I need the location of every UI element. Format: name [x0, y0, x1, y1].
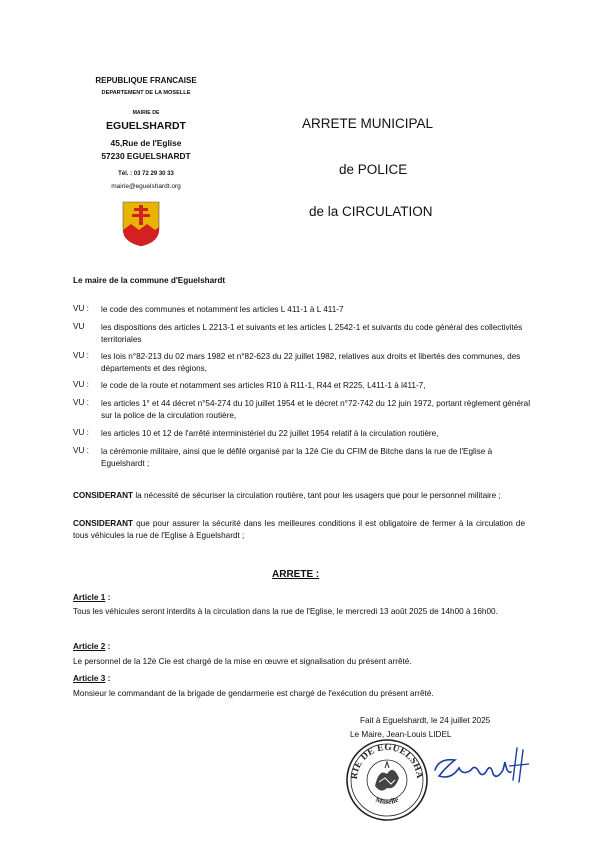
title-de-police: de POLICE: [339, 162, 408, 177]
considerant-paragraph: [73, 518, 525, 541]
article-text: Le personnel de la 12è Cie est chargé de la mise en œuvre et signalisation du présent arrêté.: [73, 657, 412, 666]
mairie-email: mairie@eguelshardt.org: [111, 183, 181, 190]
vu-label: VU :: [73, 304, 89, 313]
article-heading-label: Article 2: [73, 642, 106, 651]
vu-text: la cérémonie militaire, ainsi que le défilé organisé par la 12è Cie du CFIM de Bitche dans la rue de l'Eglise à Eguelshardt ;: [101, 447, 493, 468]
vu-label: VU :: [73, 446, 89, 455]
intro-line: Le maire de la commune d'Eguelshardt: [73, 276, 226, 285]
article-text: Monsieur le commandant de la brigade de gendarmerie est chargé de l'exécution du présent arrêté.: [73, 689, 434, 698]
signatory: Le Maire, Jean-Louis LIDEL: [350, 730, 452, 739]
vu-label: VU :: [73, 428, 89, 437]
vu-text: les lois n°82-213 du 02 mars 1982 et n°82-623 du 22 juillet 1982, relatives aux droits et libertés des communes, des départements et des régions,: [101, 352, 521, 373]
vu-text: les articles 1° et 44 décret n°54-274 du 10 juillet 1954 et le décret n°72-742 du 12 juin 1972, portant règlement général sur la police de la circulation routière,: [101, 399, 531, 420]
article-heading-suffix: :: [105, 674, 111, 683]
arrete-heading: ARRETE :: [272, 569, 320, 580]
vu-label: VU :: [73, 351, 89, 360]
considerant-text: la nécessité de sécuriser la circulation routière, tant pour les usagers que pour le personnel militaire ;: [133, 491, 501, 500]
article-heading-label: Article 1: [73, 593, 106, 602]
considerant-keyword: CONSIDERANT: [73, 519, 134, 528]
article-heading-label: Article 3: [73, 674, 106, 683]
considerant-paragraph: [73, 490, 525, 502]
vu-text: le code de la route et notamment ses articles R10 à R11-1, R44 et R225, L411-1 à l411-7,: [101, 381, 426, 390]
vu-label: VU :: [73, 398, 89, 407]
article-heading: [73, 642, 110, 651]
republic-label: REPUBLIQUE FRANCAISE: [95, 76, 197, 85]
vu-text: les dispositions des articles L 2213-1 et suivants et les articles L 2542-1 et suivants du code général des collectivités territoriales: [101, 323, 523, 344]
mayor-signature: [425, 740, 545, 790]
coat-of-arms: [121, 200, 161, 248]
mairie-postal: 57230 EGUELSHARDT: [101, 151, 191, 161]
vu-text: le code des communes et notamment les articles L 411-1 à L 411-7: [101, 305, 344, 314]
article-heading-suffix: :: [105, 593, 111, 602]
vu-text: les articles 10 et 12 de l'arrêté interministériel du 22 juillet 1954 relatif à la circulation routière,: [101, 429, 439, 438]
mairie-street: 45,Rue de l'Eglise: [110, 138, 182, 148]
article-text: Tous les véhicules seront interdits à la circulation dans la rue de l'Eglise, le mercredi 13 août 2025 de 14h00 à 16h00.: [73, 607, 498, 616]
place-date: Fait à Eguelshardt, le 24 juillet 2025: [360, 716, 491, 725]
commune-name: EGUELSHARDT: [106, 120, 186, 132]
department-label: DEPARTEMENT DE LA MOSELLE: [101, 90, 191, 96]
svg-text:Moselle: Moselle: [374, 794, 400, 807]
considerant-text: que pour assurer la sécurité dans les meilleures conditions il est obligatoire de fermer à la circulation de tous véhicules la rue de l'Eglise à Eguelshardt ;: [73, 519, 525, 540]
mairie-stamp: [345, 738, 429, 822]
mairie-de-label: MAIRIE DE: [132, 110, 160, 116]
svg-text:MAIRIE DE EGUELSHARDT: RIE DE EGUELSHA: [349, 742, 425, 780]
title-de-la-circulation: de la CIRCULATION: [309, 204, 433, 219]
title-arrete-municipal: ARRETE MUNICIPAL: [302, 116, 434, 131]
vu-label: VU: [73, 322, 85, 331]
considerant-keyword: CONSIDERANT: [73, 491, 134, 500]
article-heading: [73, 593, 110, 602]
mairie-tel: Tél. : 03 72 29 30 33: [118, 171, 174, 177]
article-heading-suffix: :: [105, 642, 111, 651]
article-heading: [73, 674, 110, 683]
vu-label: VU :: [73, 380, 89, 389]
